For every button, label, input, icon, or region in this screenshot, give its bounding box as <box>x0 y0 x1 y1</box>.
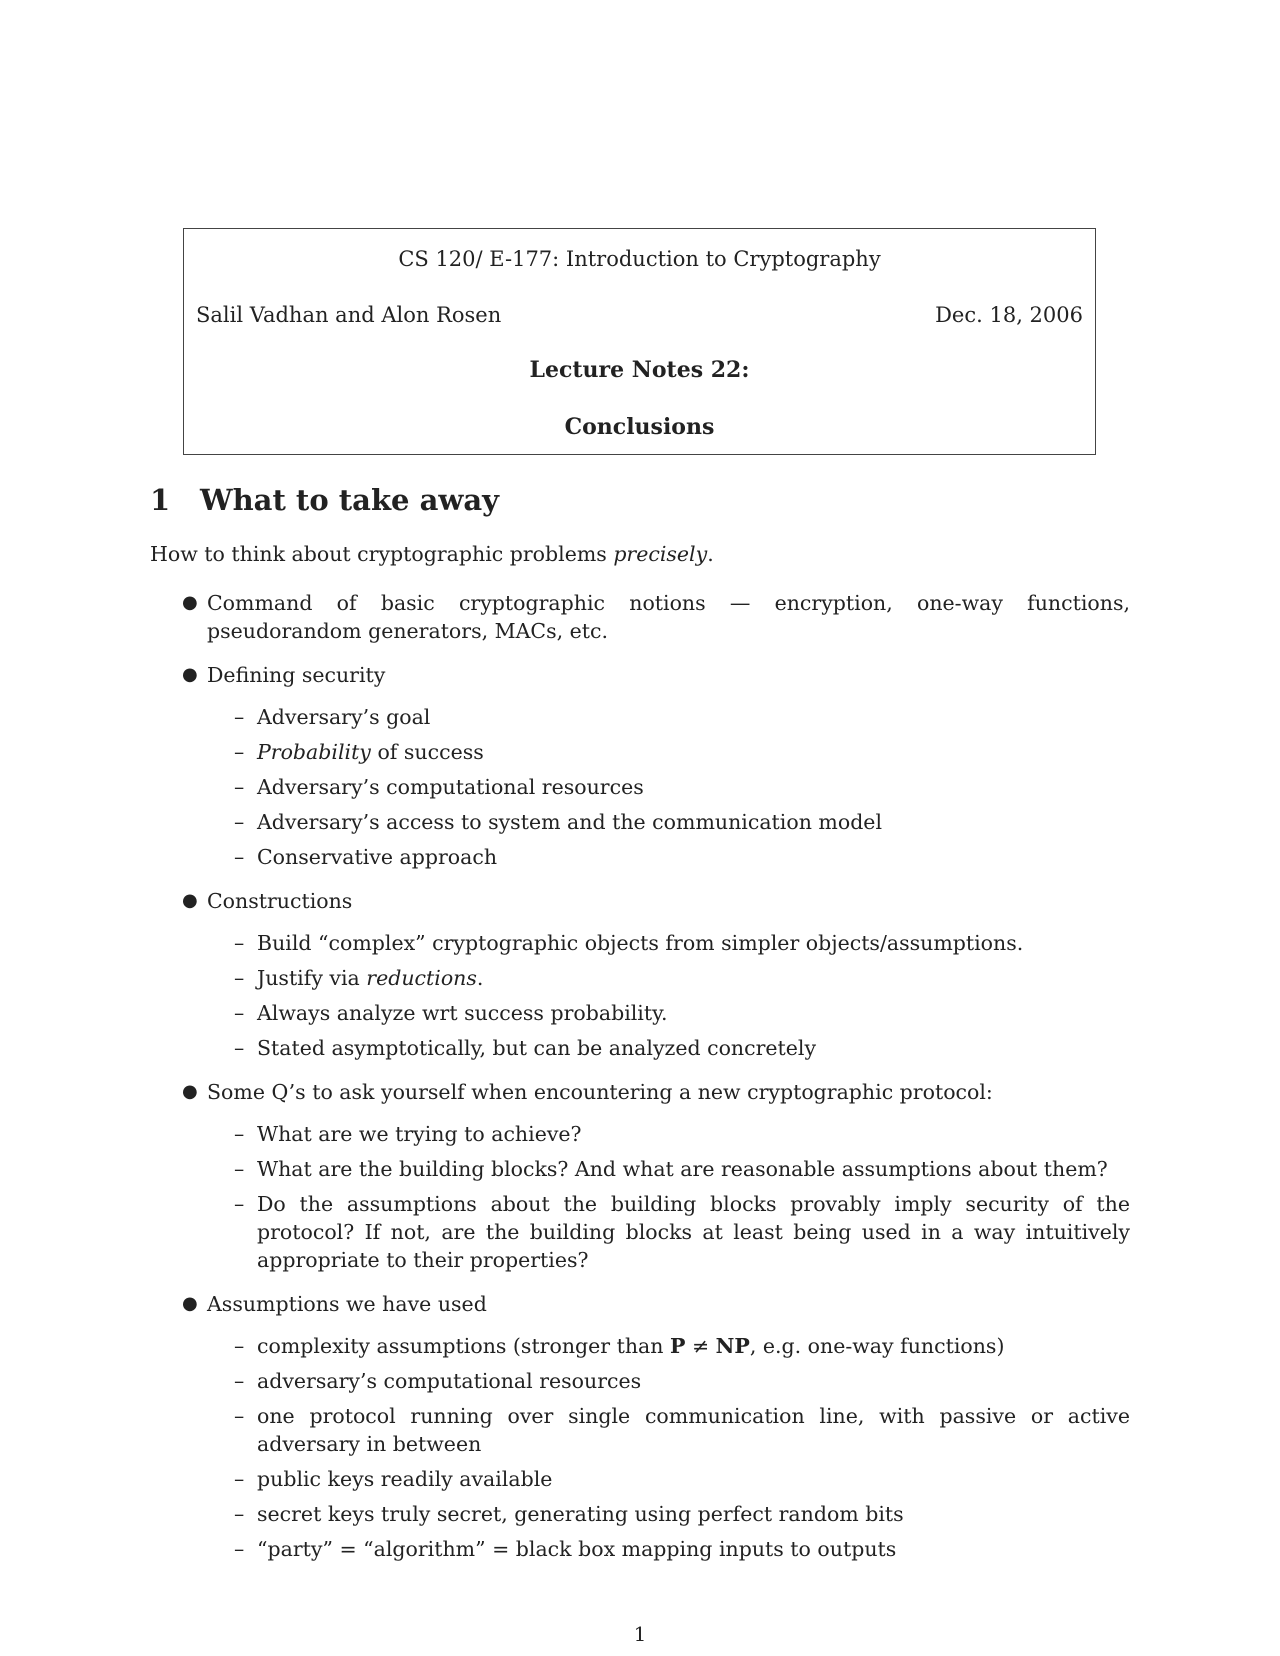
sub-item: – Do the assumptions about the building blocks provably imply security of the protocol? If not, are the building blocks at least being used in a way intuitively appropriate to their properties? <box>234 1192 1130 1272</box>
bullet-item <box>150 1078 1130 1274</box>
sub-item: – Build “complex” cryptographic objects from simpler objects/assumptions. <box>234 931 1024 955</box>
emphasis: reductions <box>366 966 477 990</box>
sub-item: – Adversary’s computational resources <box>234 775 644 799</box>
bullet-icon: ● <box>182 1293 198 1314</box>
section-heading <box>150 483 499 517</box>
page-number: 1 <box>633 1622 647 1646</box>
bullet-item <box>150 589 1130 645</box>
intro-paragraph <box>150 542 714 566</box>
sub-item: – Adversary’s goal <box>234 705 431 729</box>
sub-item: – complexity assumptions (stronger than P ≠ NP, e.g. one-way functions) <box>234 1334 1005 1358</box>
sub-item: – Justify via reductions. <box>234 966 484 990</box>
sub-item: – What are we trying to achieve? <box>234 1122 582 1146</box>
bullet-icon: ● <box>182 1081 198 1102</box>
sub-item: – public keys readily available <box>234 1467 553 1491</box>
sub-item: – adversary’s computational resources <box>234 1369 642 1393</box>
dash-icon: – <box>234 1537 245 1561</box>
takeaway-list <box>150 589 1130 1579</box>
lecture-subtitle: Conclusions <box>564 414 715 440</box>
dash-icon: – <box>234 1192 245 1216</box>
course-title: CS 120/ E-177: Introduction to Cryptography <box>398 247 881 271</box>
bullet-text: Some Q’s to ask yourself when encountering a new cryptographic protocol: <box>207 1080 993 1104</box>
sub-item: – Stated asymptotically, but can be analyzed concretely <box>234 1036 817 1060</box>
sub-item: – Probability of success <box>234 740 484 764</box>
intro-emphasis: precisely <box>613 542 708 566</box>
sub-item: – What are the building blocks? And what are reasonable assumptions about them? <box>234 1157 1108 1181</box>
sub-item: – Conservative approach <box>234 845 498 869</box>
dash-icon: – <box>234 1122 245 1146</box>
sub-item: – one protocol running over single communication line, with passive or active adversary in between <box>234 1404 1130 1456</box>
dash-icon: – <box>234 1369 245 1393</box>
dash-icon: – <box>234 845 245 869</box>
bullet-text: Command of basic cryptographic notions — encryption, one-way functions, pseudorandom generators, MACs, etc. <box>207 591 1130 643</box>
dash-icon: – <box>234 810 245 834</box>
dash-icon: – <box>234 1404 245 1428</box>
sub-item: – “party” = “algorithm” = black box mapping inputs to outputs <box>234 1537 897 1561</box>
bullet-icon: ● <box>182 890 198 911</box>
dash-icon: – <box>234 1157 245 1181</box>
dash-icon: – <box>234 1334 245 1358</box>
dash-icon: – <box>234 1467 245 1491</box>
bullet-text: Assumptions we have used <box>207 1292 487 1316</box>
bullet-text: Constructions <box>207 889 353 913</box>
dash-icon: – <box>234 1036 245 1060</box>
dash-icon: – <box>234 966 245 990</box>
emphasis: Probability <box>257 740 371 764</box>
dash-icon: – <box>234 1001 245 1025</box>
dash-icon: – <box>234 775 245 799</box>
section-number: 1 <box>150 483 171 517</box>
bullet-item <box>150 661 1130 871</box>
dash-icon: – <box>234 1502 245 1526</box>
section-title: What to take away <box>200 483 499 517</box>
lecture-date: Dec. 18, 2006 <box>935 303 1083 327</box>
dash-icon: – <box>234 931 245 955</box>
bullet-icon: ● <box>182 664 198 685</box>
authors: Salil Vadhan and Alon Rosen <box>196 303 502 327</box>
complexity-class-np: NP <box>715 1334 750 1358</box>
bullet-item <box>150 887 1130 1062</box>
intro-text: How to think about cryptographic problems <box>150 542 614 566</box>
dash-icon: – <box>234 740 245 764</box>
lecture-number: Lecture Notes 22: <box>529 357 750 383</box>
sub-item: – Always analyze wrt success probability. <box>234 1001 668 1025</box>
bullet-icon: ● <box>182 592 198 613</box>
lecture-header-box <box>183 228 1096 455</box>
intro-end: . <box>707 542 714 566</box>
bullet-text: Defining security <box>207 663 386 687</box>
bullet-item <box>150 1290 1130 1563</box>
complexity-class-p: P <box>669 1334 686 1358</box>
sub-item: – Adversary’s access to system and the communication model <box>234 810 882 834</box>
sub-item: – secret keys truly secret, generating using perfect random bits <box>234 1502 904 1526</box>
dash-icon: – <box>234 705 245 729</box>
